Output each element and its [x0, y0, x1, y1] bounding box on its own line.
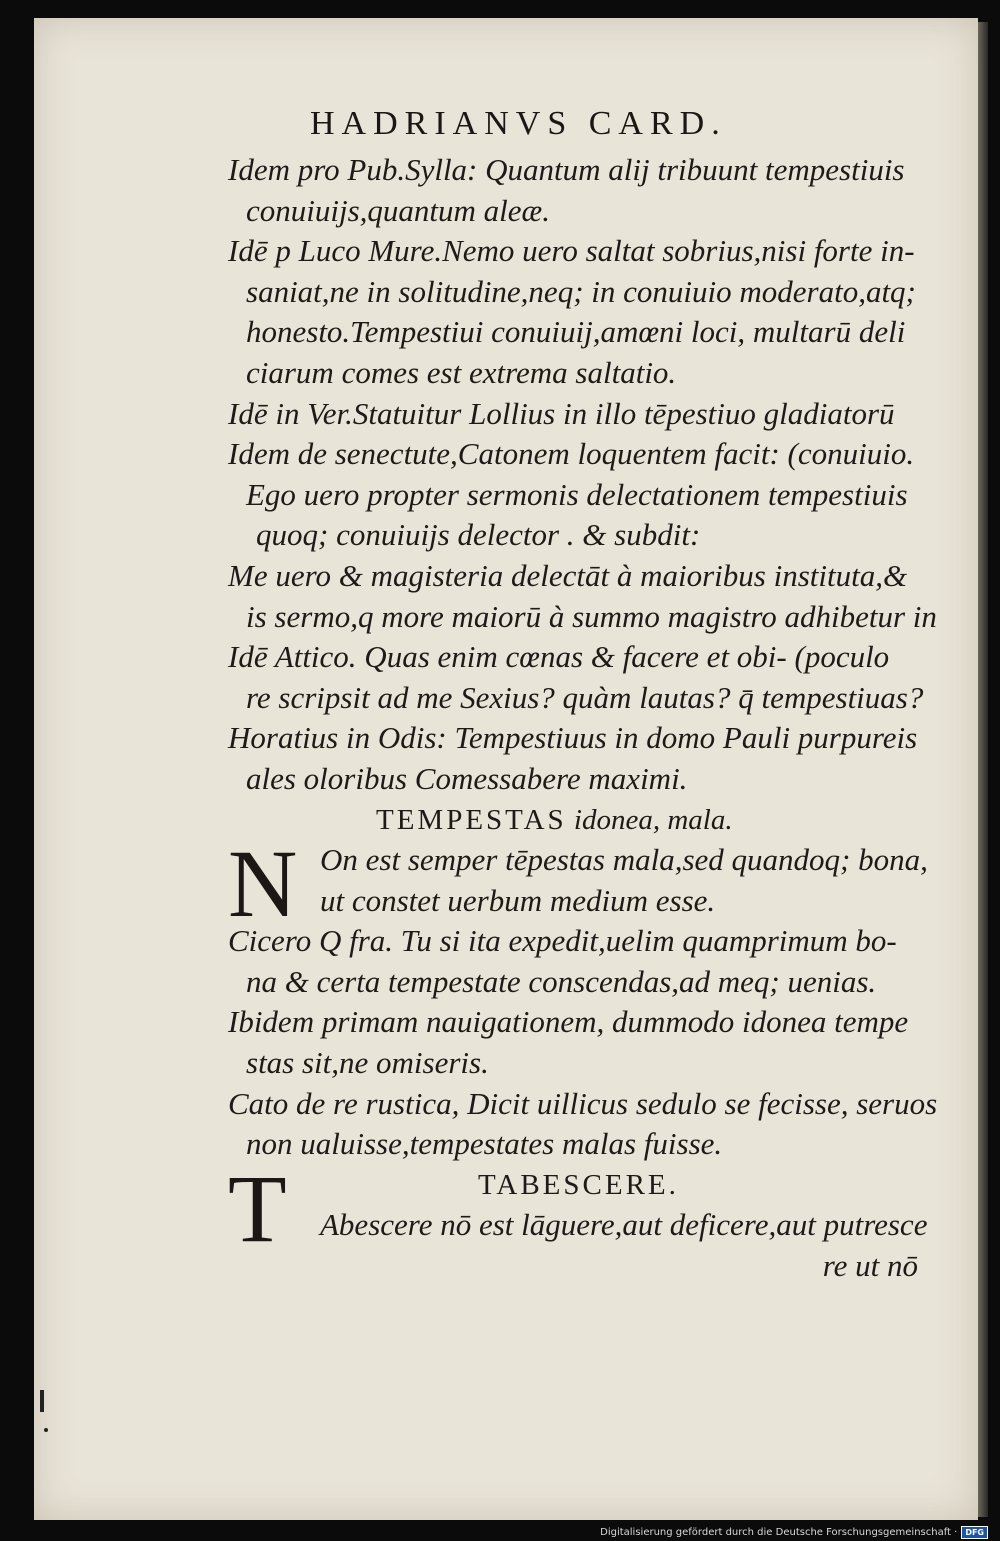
- text-line: Cato de re rustica, Dicit uillicus sedulo se fecisse, seruos: [228, 1085, 938, 1121]
- section-heading-tempestas: [228, 800, 928, 841]
- text-line: Ibidem primam nauigationem, dummodo idonea tempe: [228, 1004, 909, 1040]
- dropcap-paragraph: [228, 1154, 928, 1262]
- text-line: Idē in Ver.Statuitur Lollius in illo tēpestiuo gladiatorū: [228, 395, 895, 431]
- text-line: Cicero Q fra. Tu si ita expedit,uelim quamprimum bo-: [228, 923, 897, 959]
- text-line: Me uero & magisteria delectāt à maioribus instituta,&: [228, 557, 908, 593]
- dropcap-paragraph: [228, 830, 928, 938]
- catchword: re ut nō: [822, 1248, 918, 1284]
- text-line: quoq; conuiuijs delector . & subdit:: [256, 517, 701, 553]
- body-text: [228, 150, 938, 1287]
- dropcap-t: T: [228, 1154, 287, 1262]
- text-line: ales oloribus Comessabere maximi.: [246, 760, 688, 796]
- text-line: re scripsit ad me Sexius? quàm lautas? q̄ tempestiuas?: [246, 679, 924, 715]
- digitization-credit: [600, 1526, 988, 1539]
- text-line: On est semper tēpestas mala,sed quandoq; bona,: [320, 842, 928, 878]
- text-line: Idem de senectute,Catonem loquentem facit: (conuiuio.: [228, 436, 915, 472]
- text-line: stas sit,ne omiseris.: [246, 1045, 489, 1081]
- text-line: Horatius in Odis: Tempestiuus in domo Pauli purpureis: [228, 720, 918, 756]
- margin-dot: [44, 1428, 48, 1432]
- page-edge: [978, 22, 988, 1517]
- section-heading-tabescere: TABESCERE.: [478, 1168, 679, 1201]
- text-line: na & certa tempestate conscendas,ad meq; uenias.: [246, 963, 877, 999]
- text-line: Ego uero propter sermonis delectationem tempestiuis: [246, 476, 908, 512]
- dfg-logo: DFG: [961, 1526, 988, 1539]
- text-line: is sermo,q more maiorū à summo magistro adhibetur in: [246, 598, 937, 634]
- text-line: Idē Attico. Quas enim cœnas & facere et obi- (poculo: [228, 639, 890, 675]
- running-header: HADRIANVS CARD.: [310, 105, 727, 142]
- text-line: saniat,ne in solitudine,neq; in conuiuio moderato,atq;: [246, 273, 916, 309]
- heading-caps: TEMPESTAS: [376, 803, 567, 836]
- text-line: Idem pro Pub.Sylla: Quantum alij tribuunt tempestiuis: [228, 152, 905, 187]
- text-line: non ualuisse,tempestates malas fuisse.: [246, 1126, 723, 1162]
- text-line: ciarum comes est extrema saltatio.: [246, 354, 677, 390]
- text-line: honesto.Tempestiui conuiuij,amœni loci, multarū deli: [246, 314, 906, 350]
- credit-text: Digitalisierung gefördert durch die Deutsche Forschungsgemeinschaft ·: [600, 1527, 958, 1538]
- text-line: ut constet uerbum medium esse.: [320, 882, 716, 918]
- text-line: Abescere nō est lāguere,aut deficere,aut putresce: [320, 1207, 928, 1243]
- text-line: conuiuijs,quantum aleæ.: [246, 192, 550, 228]
- dropcap-n: N: [228, 830, 298, 938]
- margin-mark: [40, 1390, 44, 1412]
- text-line: Idē p Luco Mure.Nemo uero saltat sobrius,nisi forte in-: [228, 233, 915, 269]
- heading-rest: idonea, mala.: [566, 803, 733, 836]
